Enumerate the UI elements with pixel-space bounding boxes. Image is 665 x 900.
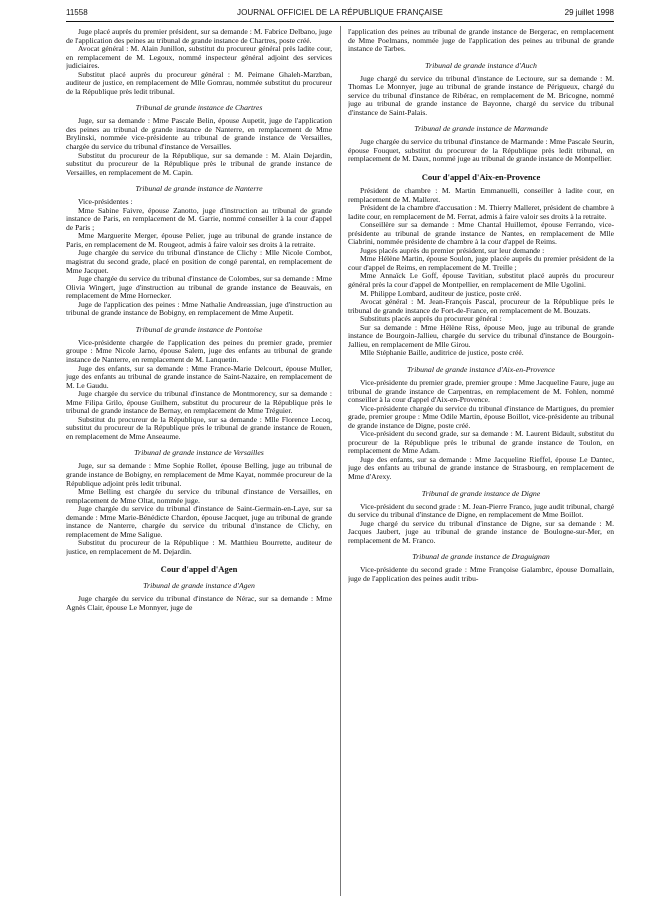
paragraph: Juge chargée du service du tribunal d'instance de Clichy : Mlle Nicole Combot, magistrat du second grade, placé en position de congé parental, en remplacement de Mme Jacquet. bbox=[66, 248, 332, 275]
section-heading-auch: Tribunal de grande instance d'Auch bbox=[425, 60, 537, 70]
journal-title: JOURNAL OFFICIEL DE LA RÉPUBLIQUE FRANÇAISE bbox=[237, 8, 443, 17]
paragraph: M. Philippe Lombard, auditeur de justice, poste créé. bbox=[360, 288, 522, 298]
paragraph: Juge chargée du service du tribunal d'instance de Saint-Germain-en-Laye, sur sa demande : Mme Marie-Bénédicte Chardon, épouse Jacquet, juge au tribunal de grande instance de Nanterre, chargée du service du tribunal d'instance de Clichy, en remplacement de Mme Saligue. bbox=[66, 504, 332, 539]
paragraph: Conseillère sur sa demande : Mme Chantal Huillemot, épouse Ferrando, vice-présidente au tribunal de grande instance de Nantes, en remplacement de Mlle Ciabrini, nommée présidente de chambre à la cour d'appel de Reims. bbox=[348, 220, 614, 247]
paragraph: Vice-présidentes : bbox=[78, 197, 133, 207]
paragraph: Avocat général : M. Jean-François Pascal, procureur de la République près le tribunal de grande instance de Fort-de-France, en remplacement de M. Bouzats. bbox=[348, 297, 614, 315]
paragraph: Juge des enfants, sur sa demande : Mme France-Marie Delcourt, épouse Muller, juge des enfants au tribunal de grande instance de Saint-Nazaire, en remplacement de M. Le Gaudu. bbox=[66, 363, 332, 390]
section-heading-marmande: Tribunal de grande instance de Marmande bbox=[414, 124, 548, 134]
paragraph: Juge placé auprès du premier président, sur sa demande : M. Fabrice Delbano, juge de l'application des peines au tribunal de grande instance de Chartres, poste créé. bbox=[66, 28, 332, 45]
paragraph: Mlle Stéphanie Baille, auditrice de justice, poste créé. bbox=[360, 348, 524, 358]
paragraph: Mme Sabine Faivre, épouse Zanotto, juge d'instruction au tribunal de grande instance de Paris, en remplacement de M. Garrie, nommé conseiller à la cour d'appel de Paris ; bbox=[66, 205, 332, 232]
paragraph: Vice-présidente du second grade : Mme Françoise Galambrc, épouse Domallain, juge de l'application des peines audit tribu- bbox=[348, 565, 614, 583]
paragraph: Mme Annaïck Le Goff, épouse Tavitian, substitut placé auprès du procureur général près la cour d'appel de Montpellier, en remplacement de Mlle Ugolini. bbox=[348, 271, 614, 290]
paragraph: Juge, sur sa demande : Mme Pascale Belin, épouse Aupetit, juge de l'application des peines au tribunal de grande instance de Nanterre, en remplacement de Mme Brylinski, nommée vice-présidente au tribunal de grande instance de Versailles, chargée du service du tribunal d'instance de Versailles. bbox=[66, 116, 332, 152]
header-rule bbox=[66, 21, 614, 22]
section-heading-chartres: Tribunal de grande instance de Chartres bbox=[135, 103, 263, 113]
paragraph: Juge, sur sa demande : Mme Sophie Rollet, épouse Belling, juge au tribunal de grande instance de Bobigny, en remplacement de Mme Kayat, nommée procureur de la République adjoint près ledit tribunal. bbox=[66, 461, 332, 488]
paragraph: Substitut du procureur de la République, sur sa demande : Mlle Florence Lecoq, substitut du procureur de la République près le tribunal de grande instance de Rouen, en remplacement de Mme Anseaume. bbox=[66, 414, 332, 441]
column-divider bbox=[340, 26, 341, 896]
section-heading-agen: Tribunal de grande instance d'Agen bbox=[143, 581, 255, 591]
right-column bbox=[348, 28, 614, 896]
page-number: 11558 bbox=[66, 8, 88, 17]
section-heading-versailles: Tribunal de grande instance de Versailles bbox=[134, 448, 264, 458]
paragraph: Juge chargé du service du tribunal d'instance de Digne, sur sa demande : M. Jacques Jaubert, juge au tribunal de grande instance de Boulogne-sur-Mer, en remplacement de M. Franco. bbox=[348, 518, 614, 545]
paragraph: Juge des enfants, sur sa demande : Mme Jacqueline Rieffel, épouse Le Dantec, juge des enfants au tribunal de grande instance de Strasbourg, en remplacement de Mme d'Arexy. bbox=[348, 454, 614, 481]
paragraph: Mme Belling est chargée du service du tribunal d'instance de Versailles, en remplacement de Mme Oltat, nommée juge. bbox=[66, 487, 332, 505]
page-header bbox=[66, 8, 614, 20]
paragraph: Vice-présidente du premier grade, premier groupe : Mme Jacqueline Faure, juge au tribunal de grande instance de Carpentras, en remplacement de M. Fohlen, nommé conseiller à la cour d'appel d'Aix-en-Provence. bbox=[348, 377, 614, 405]
section-heading-pontoise: Tribunal de grande instance de Pontoise bbox=[135, 324, 263, 334]
paragraph: Juges placés auprès du premier président, sur leur demande : bbox=[360, 245, 545, 255]
paragraph: Vice-président du second grade, sur sa demande : M. Laurent Bidault, substitut du procureur de la République près le tribunal de grande instance de Toulon, en remplacement de Mme Adam. bbox=[348, 429, 614, 456]
section-heading-nanterre: Tribunal de grande instance de Nanterre bbox=[135, 184, 263, 194]
paragraph: Mme Hélène Martin, épouse Soulon, juge placée auprès du premier président de la cour d'appel de Reims, en remplacement de M. Treille ; bbox=[348, 254, 614, 272]
paragraph: Vice-présidente chargée de l'application des peines du premier grade, premier groupe : Mme Nicole Jarno, épouse Salem, juge des enfants au tribunal de grande instance de Nanterre, en remplacement de M. Lanquetin. bbox=[66, 337, 332, 364]
paragraph: Sur sa demande : Mme Hélène Riss, épouse Meo, juge au tribunal de grande instance de Bourgoin-Jallieu, chargée du service du tribunal d'instance de Bourgoin-Jallieu, en remplacement de Mlle Girou. bbox=[348, 322, 614, 349]
court-heading-aix: Cour d'appel d'Aix-en-Provence bbox=[421, 172, 541, 183]
paragraph: Juge chargée du service du tribunal d'instance de Nérac, sur sa demande : Mme Agnès Clair, épouse Le Monnyer, juge de bbox=[66, 594, 332, 612]
paragraph: Juge de l'application des peines : Mme Nathalie Andreassian, juge d'instruction au tribunal de grande instance de Bobigny, en remplacement de Mme Aupetit. bbox=[66, 299, 332, 318]
paragraph: Vice-président du second grade : M. Jean-Pierre Franco, juge audit tribunal, chargé du service du tribunal d'instance de Digne, en remplacement de Mme Boillot. bbox=[348, 501, 614, 520]
paragraph: Substitut du procureur de la République : M. Matthieu Bourrette, auditeur de justice, en remplacement de M. Dejardin. bbox=[66, 538, 332, 556]
paragraph: Mme Marguerite Merger, épouse Pelier, juge au tribunal de grande instance de Paris, en remplacement de M. Rougeot, admis à faire valoir ses droits à la retraite. bbox=[66, 231, 332, 249]
section-heading-digne: Tribunal de grande instance de Digne bbox=[421, 488, 541, 498]
left-column bbox=[66, 28, 332, 896]
paragraph: Substituts placés auprès du procureur général : bbox=[360, 314, 502, 324]
paragraph: Juge chargée du service du tribunal d'instance de Montmorency, sur sa demande : Mme Filipa Grilo, épouse Guilhem, substitut du procureur de la République près le tribunal de grande instance de Bernay, en remplacement de Mme Tréguier. bbox=[66, 389, 332, 416]
paragraph: Juge chargée du service du tribunal d'instance de Colombes, sur sa demande : Mme Olivia Wingert, juge d'instruction au tribunal de grande instance de Beauvais, en remplacement de Mme Hornecker. bbox=[66, 274, 332, 301]
paragraph: Président de la chambre d'accusation : M. Thierry Malleret, président de chambre à ladite cour, en remplacement de M. Ferrat, admis à faire valoir ses droits à la retraite. bbox=[348, 203, 614, 221]
section-heading-aix-tgi: Tribunal de grande instance d'Aix-en-Provence bbox=[407, 364, 555, 374]
paragraph: Avocat général : M. Alain Junillon, substitut du procureur général près ladite cour, en remplacement de M. Legoux, nommé inspecteur général adjoint des services judiciaires. bbox=[66, 44, 332, 71]
paragraph: Substitut placé auprès du procureur général : M. Peimane Ghaleh-Marzban, auditeur de justice, en remplacement de Mlle Gomrau, nommée substitut du procureur de la République près ledit tribunal. bbox=[66, 69, 332, 96]
paragraph: l'application des peines au tribunal de grande instance de Bergerac, en remplacement de Mme Poelmans, nommée juge de l'application des peines au tribunal de grande instance de Tarbes. bbox=[348, 28, 614, 54]
paragraph: Juge chargée du service du tribunal d'instance de Marmande : Mme Pascale Seurin, épouse Fouquet, substitut du procureur de la République près ledit tribunal, en remplacement de M. Daux, nommé juge au tribunal de grande instance de Montpellier. bbox=[348, 137, 614, 164]
paragraph: Président de chambre : M. Martin Emmanuelli, conseiller à ladite cour, en remplacement de M. Malleret. bbox=[348, 186, 614, 204]
section-heading-draguignan: Tribunal de grande instance de Draguignan bbox=[412, 552, 550, 562]
paragraph: Vice-présidente chargée du service du tribunal d'instance de Martigues, du premier grade, premier groupe : Mme Odile Martin, épouse Boillot, vice-présidente au tribunal de grande instance de Digne, poste créé. bbox=[348, 403, 614, 430]
paragraph: Juge chargé du service du tribunal d'instance de Lectoure, sur sa demande : M. Thomas Le Monnyer, juge au tribunal de grande instance de Périgueux, chargé du service du tribunal d'instance de Ribérac, en remplacement de M. Bricogne, nommé juge au tribunal de grande instance de Bayonne, chargé du service du tribunal d'instance de Saint-Palais. bbox=[348, 73, 614, 117]
publication-date: 29 juillet 1998 bbox=[564, 8, 614, 17]
paragraph: Substitut du procureur de la République, sur sa demande : M. Alain Dejardin, substitut du procureur de la République près le tribunal de grande instance de Versailles, en remplacement de M. Capin. bbox=[66, 150, 332, 177]
court-heading-agen: Cour d'appel d'Agen bbox=[160, 564, 238, 575]
